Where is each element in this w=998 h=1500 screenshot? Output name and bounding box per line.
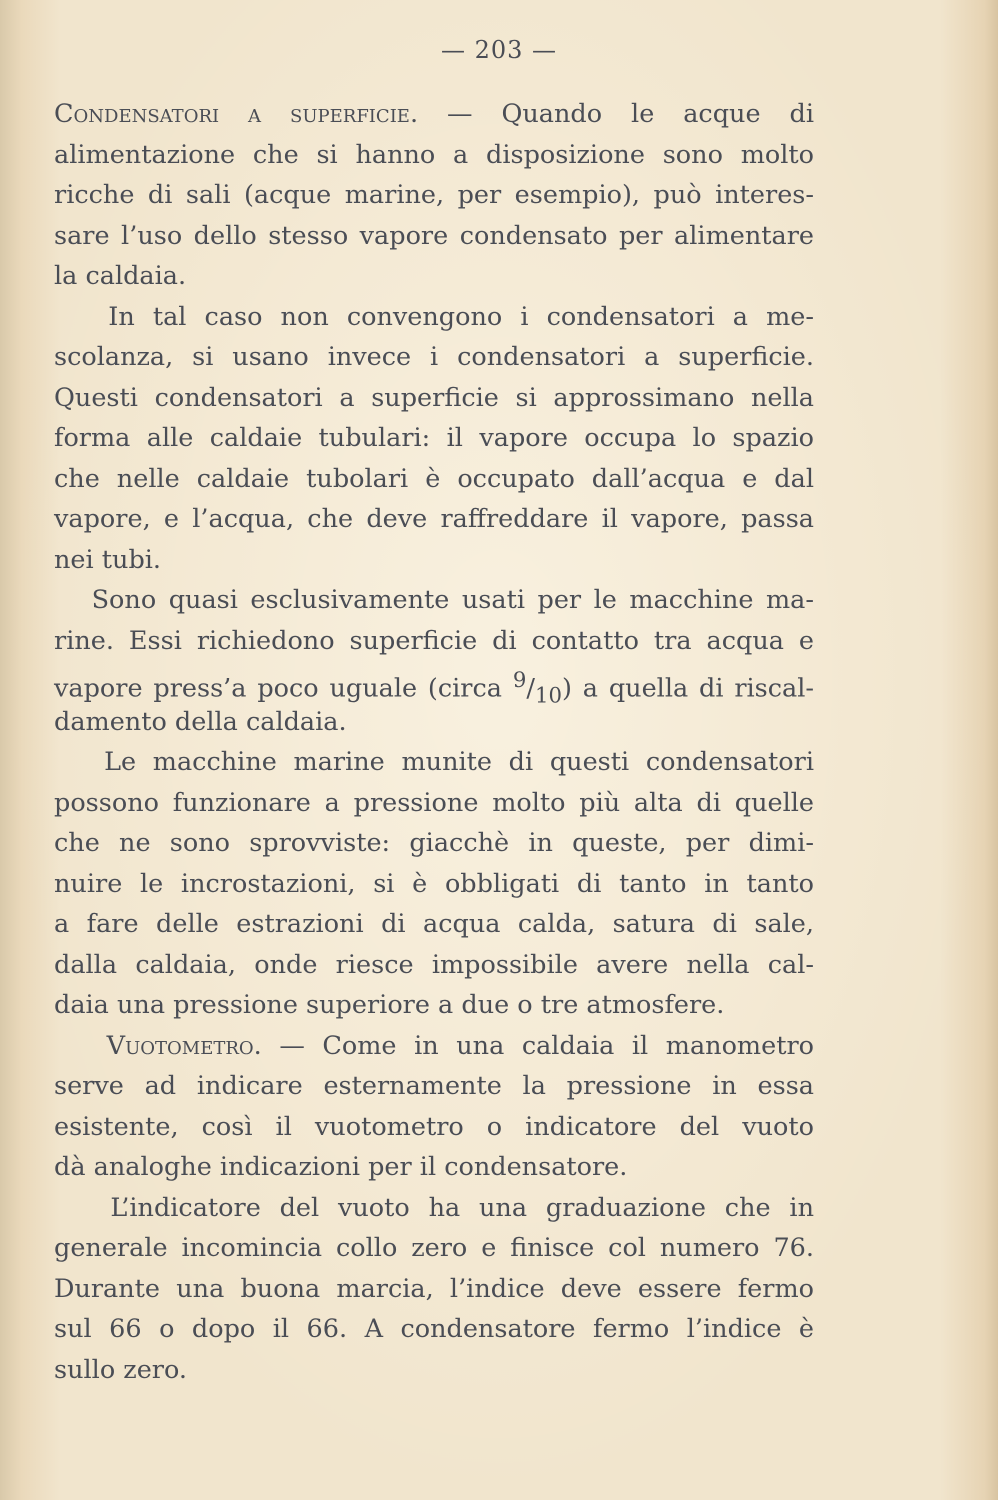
text-line: sul 66 o dopo il 66. A condensatore fermo l’indice è [54,1314,814,1344]
text-line: Questi condensatori a superficie si approssimano nella [54,382,814,413]
text-line: esistente, così il vuotometro o indicatore del vuoto [54,1111,814,1142]
text-line: Condensatori a superficie. — Quando le acque di [54,99,814,129]
text-line: nuire le incrostazioni, si è obbligati di tanto in tanto [54,868,814,899]
text-line: che ne sono sprovviste: giacchè in queste, per dimi- [54,828,814,858]
text-line: Vuotometro. — Come in una caldaia il manometro [106,1030,814,1061]
text-line: Sono quasi esclusivamente usati per le macchine ma- [54,585,814,615]
body-text [54,94,814,1390]
text-line: serve ad indicare esternamente la pressione in essa [54,1071,814,1101]
text-line: sullo zero. [54,1354,188,1385]
text-line: Durante una buona marcia, l’indice deve essere fermo [54,1273,814,1304]
text-line: vapore, e l’acqua, che deve raffreddare il vapore, passa [54,504,814,534]
text-line: possono funzionare a pressione molto più alta di quelle [54,787,814,818]
text-line: ricche di sali (acque marine, per esempio), può interes- [54,180,814,210]
text-line: damento della caldaia. [54,706,347,737]
text-line: generale incomincia collo zero e finisce col numero 76. [54,1233,814,1263]
text-line: rine. Essi richiedono superficie di contatto tra acqua e [54,625,814,656]
text-line: sare l’uso dello stesso vapore condensato per alimentare [54,220,814,251]
text-line: a fare delle estrazioni di acqua calda, satura di sale, [54,909,814,939]
text-line: Le macchine marine munite di questi condensatori [54,747,814,777]
text-line: vapore press’a poco uguale (circa $^9/_{10}$) a quella di riscal- [54,668,815,709]
text-line: forma alle caldaie tubulari: il vapore occupa lo spazio [54,423,814,453]
page-number: — 203 — [440,36,558,64]
text-line: dalla caldaia, onde riesce impossibile avere nella cal- [54,949,814,980]
text-line: scolanza, si usano invece i condensatori a superficie. [54,342,814,372]
text-line: nei tubi. [54,544,162,575]
text-line: la caldaia. [54,261,187,291]
text-line: daia una pressione superiore a due o tre atmosfere. [54,990,725,1020]
text-line: L’indicatore del vuoto ha una graduazione che in [54,1192,814,1223]
text-line: dà analoghe indicazioni per il condensatore. [54,1152,628,1182]
text-line: alimentazione che si hanno a disposizione sono molto [54,139,814,170]
text-line: In tal caso non convengono i condensatori a me- [54,301,814,332]
text-line: che nelle caldaie tubolari è occupato dall’acqua e dal [54,463,814,494]
